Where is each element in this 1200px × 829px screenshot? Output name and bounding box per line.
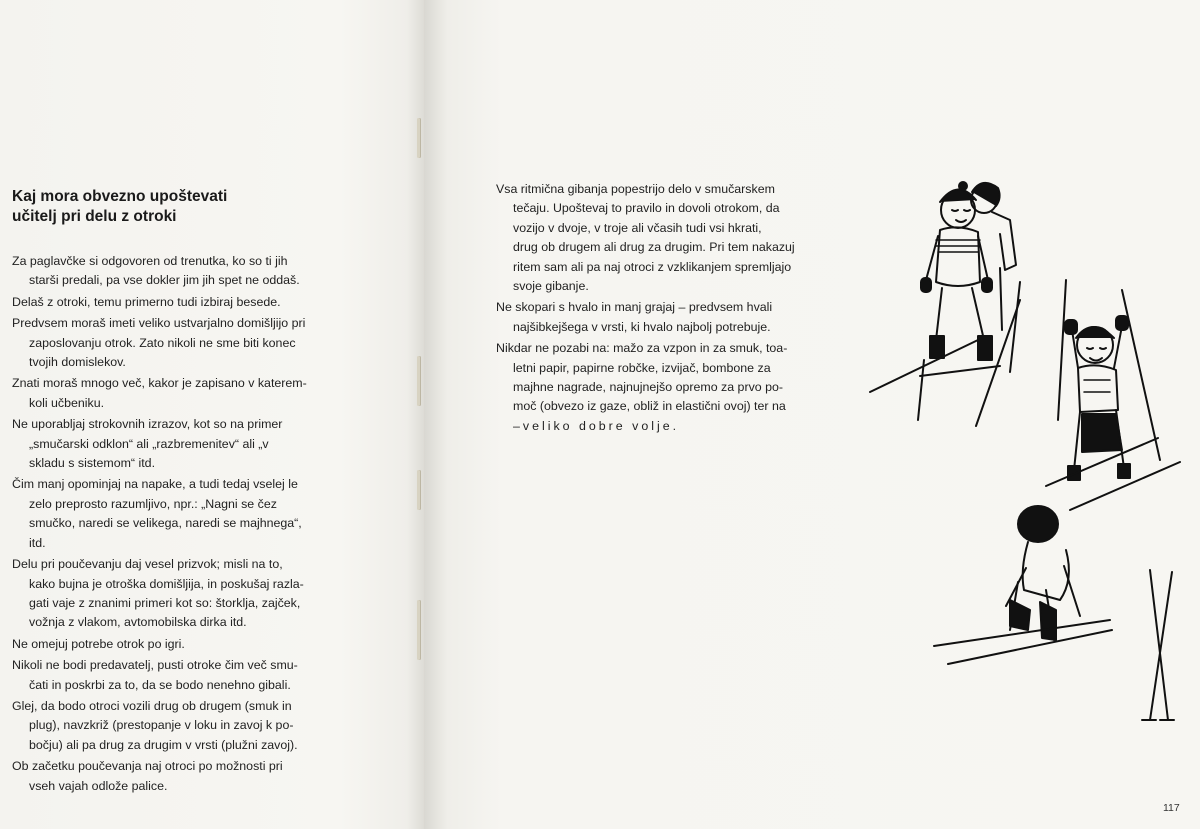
paragraph [496,339,836,436]
paragraph [496,180,836,296]
text-line: letni papir, papirne robčke, izvijač, bombone za [513,360,771,375]
text-line: vozijo v dvoje, v troje ali včasih tudi vsi hkrati, [513,220,762,235]
heading-line-1: Kaj mora obvezno upoštevati [12,188,228,205]
text-line: Ne omejuj potrebe otrok po igri. [12,636,185,651]
paragraph [12,555,347,633]
text-line: Vsa ritmična gibanja popestrijo delo v smučarskem [496,182,775,196]
text-line: itd. [29,535,46,550]
text-line: ritem sam ali pa naj otroci z vzklikanjem spremljajo [513,259,792,274]
text-line: majhne nagrade, najnujnejšo opremo za prvo po- [513,380,784,395]
text-line: vseh vajah odlože palice. [29,778,168,793]
text-line: Čim manj opominjaj na napake, a tudi tedaj vselej le [12,477,298,492]
paragraph [12,635,347,654]
text-line: Delaš z otroki, temu primerno tudi izbiraj besede. [12,294,281,309]
closing-phrase: –veliko dobre volje. [513,418,680,433]
binding-stitch [417,118,420,158]
text-line: starši predali, pa vse dokler jim jih spet ne oddaš. [29,273,300,288]
binding-stitch [417,470,420,510]
text-line: čati in poskrbi za to, da se bodo nenehno gibali. [29,677,291,692]
text-line: koli učbeniku. [29,395,105,410]
text-line: Ob začetku poučevanja naj otroci po možnosti pri [12,759,283,774]
text-line: Ne uporabljaj strokovnih izrazov, kot so na primer [12,417,283,432]
text-line: plug), navzkriž (prestopanje v loku in zavoj k po- [29,718,294,733]
text-line: bočju) ali pa drug za drugim v vrsti (plužni zavoj). [29,737,298,752]
text-line: Nikdar ne pozabi na: mažo za vzpon in za smuk, toa- [496,341,788,356]
page-heading [12,187,342,227]
text-line: Znati moraš mnogo več, kakor je zapisano v katerem- [12,376,307,391]
text-line: gati vaje z znanimi primeri kot so: štorklja, zajček, [29,595,301,610]
page-number: 117 [1163,802,1180,814]
text-line: zaposlovanju otrok. Zato nikoli ne sme biti konec [29,335,296,350]
right-body-text [496,180,836,438]
text-line: kako bujna je otroška domišljija, in poskušaj razla- [29,576,304,591]
paragraph [12,415,347,473]
left-body-text [12,252,347,798]
text-line: tečaju. Upoštevaj to pravilo in dovoli otrokom, da [513,201,780,216]
text-line: svoje gibanje. [513,279,589,294]
text-line: Delu pri poučevanju daj vesel prizvok; misli na to, [12,557,283,572]
text-line: Glej, da bodo otroci vozili drug ob drugem (smuk in [12,698,292,713]
text-line: smučko, naredi se velikega, naredi se majhnega“, [29,516,302,531]
crossed-poles-drawing [1142,570,1174,720]
children-skiing-illustration [860,170,1190,770]
text-line: vožnja z vlakom, avtomobilska dirka itd. [29,615,247,630]
text-line: drug ob drugem ali drug za drugim. Pri tem nakazuj [513,240,795,255]
heading-line-2: učitelj pri delu z otroki [12,208,177,225]
paragraph [12,252,347,291]
text-line: Nikoli ne bodi predavatelj, pusti otroke čim več smu- [12,658,298,673]
text-line: moč (obvezo iz gaze, obliž in elastični ovoj) ter na [513,399,786,414]
text-line: zelo preprosto razumljivo, npr.: „Nagni se čez [29,496,277,511]
text-line: skladu s sistemom“ itd. [29,456,156,471]
text-line: Za paglavčke si odgovoren od trenutka, ko so ti jih [12,254,288,268]
paragraph [12,656,347,695]
paragraph [12,697,347,755]
paragraph [12,293,347,312]
text-line: Predvsem moraš imeti veliko ustvarjalno domišljijo pri [12,316,306,331]
paragraph [12,475,347,553]
paragraph [12,374,347,413]
left-page [0,0,424,829]
paragraph [496,298,836,337]
text-line: najšibkejšega v vrsti, ki hvalo najbolj potrebuje. [513,319,771,334]
paragraph [12,757,347,796]
binding-stitch [417,356,420,406]
skiing-children-pair-drawing [870,182,1020,426]
skier-with-poles-drawing [1046,280,1180,510]
text-line: tvojih domislekov. [29,355,126,370]
paragraph [12,314,347,372]
fallen-skier-drawing [934,506,1112,664]
text-line: „smučarski odklon“ ali „razbremenitev“ ali „v [29,436,269,451]
binding-stitch [417,600,420,660]
text-line: Ne skopari s hvalo in manj grajaj – predvsem hvali [496,300,773,315]
